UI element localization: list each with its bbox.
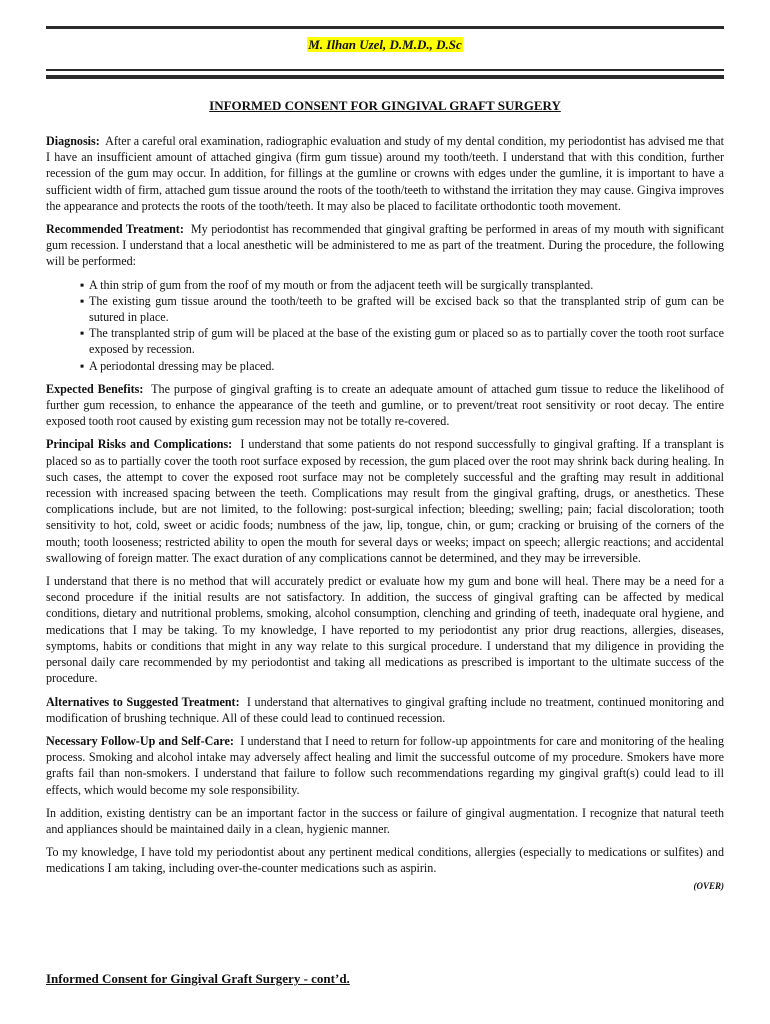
risks-paragraph: [46, 436, 724, 566]
diagnosis-label: Diagnosis:: [46, 134, 100, 148]
over-label: (OVER): [693, 880, 724, 891]
existing-dentistry-text: In addition, existing dentistry can be an important factor in the success or failure of gingival augmentation. I recognize that natural teeth and appliances should be maintained daily in a clean, hygienic manner.: [46, 805, 724, 836]
top-rule: [46, 26, 724, 29]
benefits-paragraph: [46, 381, 724, 430]
recommended-text: My periodontist has recommended that gingival grafting be performed in areas of my mouth with significant gum recession. I understand that a local anesthetic will be administered to me as part of the treatment. During the procedure, the following will be performed:: [46, 222, 724, 269]
bullet-icon: ▪: [80, 293, 85, 308]
procedure-list: [46, 277, 724, 374]
existing-dentistry-paragraph: [46, 805, 724, 837]
followup-label: Necessary Follow-Up and Self-Care:: [46, 733, 234, 748]
diagnosis-paragraph: [46, 133, 724, 214]
list-item: [46, 277, 724, 293]
followup-text: I understand that I need to return for follow-up appointments for care and monitoring of the healing process. Smoking and alcohol intake may adversely affect healing and limit the successful outcome of my procedure. Smokers have more grafts fail than non-smokers. I understand that failure to follow such recommendations regarding my gingival graft(s) could lead to ill effects, which would become my sole responsibility.: [46, 733, 724, 797]
recommended-label: Recommended Treatment:: [46, 222, 184, 237]
recommended-paragraph: [46, 221, 724, 270]
benefits-label: Expected Benefits:: [46, 381, 144, 396]
header-rule-lower: [46, 75, 724, 79]
document-title: INFORMED CONSENT FOR GINGIVAL GRAFT SURGERY: [209, 98, 561, 113]
list-item-text: A periodontal dressing may be placed.: [89, 358, 275, 373]
list-item: [46, 325, 724, 357]
bullet-icon: ▪: [80, 277, 85, 292]
list-item: [46, 358, 724, 374]
header-rule-upper: [46, 69, 724, 71]
healing-text: I understand that there is no method that will accurately predict or evaluate how my gum and bone will heal. There may be a need for a second procedure if the initial results are not satisfactory. In addition, the success of gingival grafting can be affected by medical conditions, dietary and nutritional problems, smoking, alcohol consumption, clenching and grinding of teeth, inadequate oral hygiene, and medications that I may be taking. To my knowledge, I have reported to my periodontist any prior drug reactions, allergies, diseases, symptoms, habits or conditions that might in any way relate to this surgical procedure. I understand that my diligence in providing the personal daily care recommended by my periodontist and taking all medications as prescribed is important to the ultimate success of the procedure.: [46, 574, 724, 686]
healing-paragraph: [46, 573, 724, 686]
followup-paragraph: [46, 733, 724, 798]
disclosure-paragraph: [46, 844, 724, 876]
alternatives-text: I understand that alternatives to gingival grafting include no treatment, continued monitoring and modification of brushing technique. All of these could lead to continued recession.: [46, 694, 724, 725]
list-item-text: The transplanted strip of gum will be placed at the base of the existing gum or placed so as to partially cover the tooth root surface exposed by recession.: [89, 326, 724, 357]
bullet-icon: ▪: [80, 326, 85, 341]
disclosure-text: To my knowledge, I have told my periodontist about any pertinent medical conditions, allergies (especially to medications or sulfites) and medications I am taking, including over-the-counter medications such as aspirin.: [46, 845, 724, 876]
continuation-title: Informed Consent for Gingival Graft Surgery - cont’d.: [46, 971, 350, 986]
list-item-text: The existing gum tissue around the tooth/teeth to be grafted will be excised back so that the transplanted strip of gum can be sutured in place.: [89, 293, 724, 325]
bullet-icon: ▪: [80, 358, 85, 373]
risks-label: Principal Risks and Complications:: [46, 437, 233, 452]
diagnosis-text: After a careful oral examination, radiographic evaluation and study of my dental condition, my periodontist has advised me that I have an insufficient amount of attached gingiva (firm gum tissue) around my tooth/teeth. I understand that with this condition, further recession of the gum may occur. In addition, for fillings at the gumline or crowns with edges under the gumline, it is important to have a sufficient width of firm, attached gum tissue around the roots of the tooth/teeth to withstand the irritation they may cause. Gingiva improves the appearance and protects the roots of the tooth/teeth. It may also be placed to facilitate orthodontic tooth movement.: [46, 134, 724, 213]
list-item-text: A thin strip of gum from the roof of my mouth or from the adjacent teeth will be surgically transplanted.: [89, 277, 594, 292]
alternatives-label: Alternatives to Suggested Treatment:: [46, 694, 240, 709]
author-header: [0, 36, 770, 54]
alternatives-paragraph: [46, 694, 724, 726]
risks-text: I understand that some patients do not respond successfully to gingival grafting. If a transplant is placed so as to partially cover the tooth root surface exposed by recession, the gum placed over the root may shrink back during healing. In such cases, the attempt to cover the exposed root surface may not be completely successful and the grafting may result in additional recession with increased spacing between the teeth. Complications may result from the gingival grafting, drugs, or anesthetics. These complications include, but are not limited, to the following: post-surgical infection; bleeding; swelling; pain; facial discoloration; tooth sensitivity to hot, cold, sweet or acidic foods; numbness of the jaw, lip, tongue, chin, or gum; cracking or bruising of the corners of the mouth; tooth looseness; restricted ability to open the mouth for several days or weeks; impact on speech; allergic reactions; and accidental swallowing of foreign matter. The exact duration of any complications cannot be determined, and they may be irreversible.: [46, 437, 724, 565]
document-body: [46, 133, 724, 892]
author-name: M. Ilhan Uzel, D.M.D., D.Sc: [308, 37, 462, 52]
benefits-text: The purpose of gingival grafting is to create an adequate amount of attached gum tissue to reduce the likelihood of further gum recession, to enhance the appearance of the teeth and gumline, or to prevent/treat root sensitivity or root decay. The entire exposed tooth root caused by existing gum recession may not be totally re-covered.: [46, 381, 724, 429]
list-item: [46, 293, 724, 325]
